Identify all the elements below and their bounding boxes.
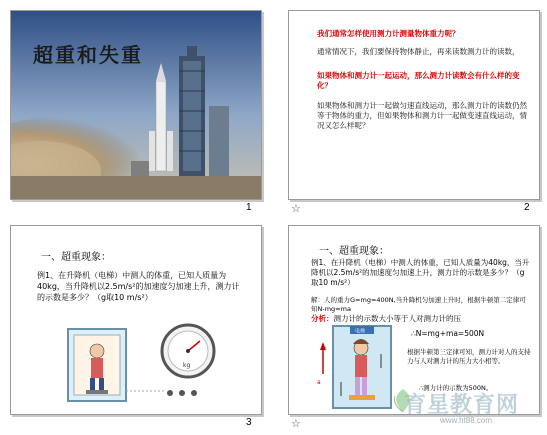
formula-text: ∴N=mg+ma=500N [411, 329, 485, 338]
elevator-label: 电梯 [355, 328, 366, 335]
slide-title: 超重和失重 [33, 43, 143, 67]
slide-1[interactable] [10, 10, 262, 200]
analysis-text: 测力计的示数大小等于人对测力计的压 [333, 314, 461, 323]
slide-4[interactable] [288, 225, 540, 415]
page-number: 3 [246, 417, 252, 428]
gauge-unit-label: kg [183, 362, 191, 369]
watermark-text: 育星教育网 [404, 392, 520, 418]
elevator-figure [66, 321, 226, 406]
newton-third-law-text: 根据牛顿第三定律可知，测力计对人的支持力与人对测力计的压力大小相等。 [407, 348, 531, 365]
star-icon: ☆ [291, 202, 301, 215]
body-text: 通常情况下，我们要保持物体静止，再来读数测力计的读数， [317, 47, 520, 56]
question-text: 我们通常怎样使用测力计测量物体重力呢？ [317, 29, 460, 38]
slide-2[interactable] [288, 10, 540, 200]
watermark-url: www.ht88.com [440, 416, 493, 425]
section-heading: 一、超重现象： [41, 252, 111, 263]
page-number: 2 [524, 202, 530, 213]
page-number: 1 [246, 202, 252, 213]
analysis-line [311, 315, 531, 324]
star-icon: ☆ [291, 417, 301, 430]
body-text: 如果物体和测力计一起做匀速直线运动，那么测力计的读数仍然等于物体的重力，但如果物体和测力计一起做变速直线运动，情况又怎么样呢？ [317, 101, 527, 130]
analysis-label: 分析： [311, 314, 334, 323]
slide-3[interactable] [10, 225, 262, 415]
question-text: 如果物体和测力计一起运动，那么测力计读数会有什么样的变化？ [317, 71, 520, 90]
result-text: ∴测力计的示数为500N。 [419, 384, 493, 392]
section-heading: 一、超重现象： [319, 246, 389, 257]
example-text: 例1、在升降机（电梯）中测人的体重，已知人质量为40kg，当升降机以2.5m/s²的加速度匀加速上升，测力计的示数是多少？（g取10 m/s²） [37, 271, 240, 302]
solution-text: 解：人的重力G=mg=400N,当升降机匀加速上升时，根据牛顿第二定律可知N-mg=ma [311, 296, 526, 313]
acceleration-label: a [317, 379, 321, 386]
example-text: 例1、在升降机（电梯）中测人的体重，已知人质量为40kg，当升降机以2.5m/s²的加速度匀加速上升，测力计的示数是多少？（g取10 m/s²） [311, 258, 530, 287]
